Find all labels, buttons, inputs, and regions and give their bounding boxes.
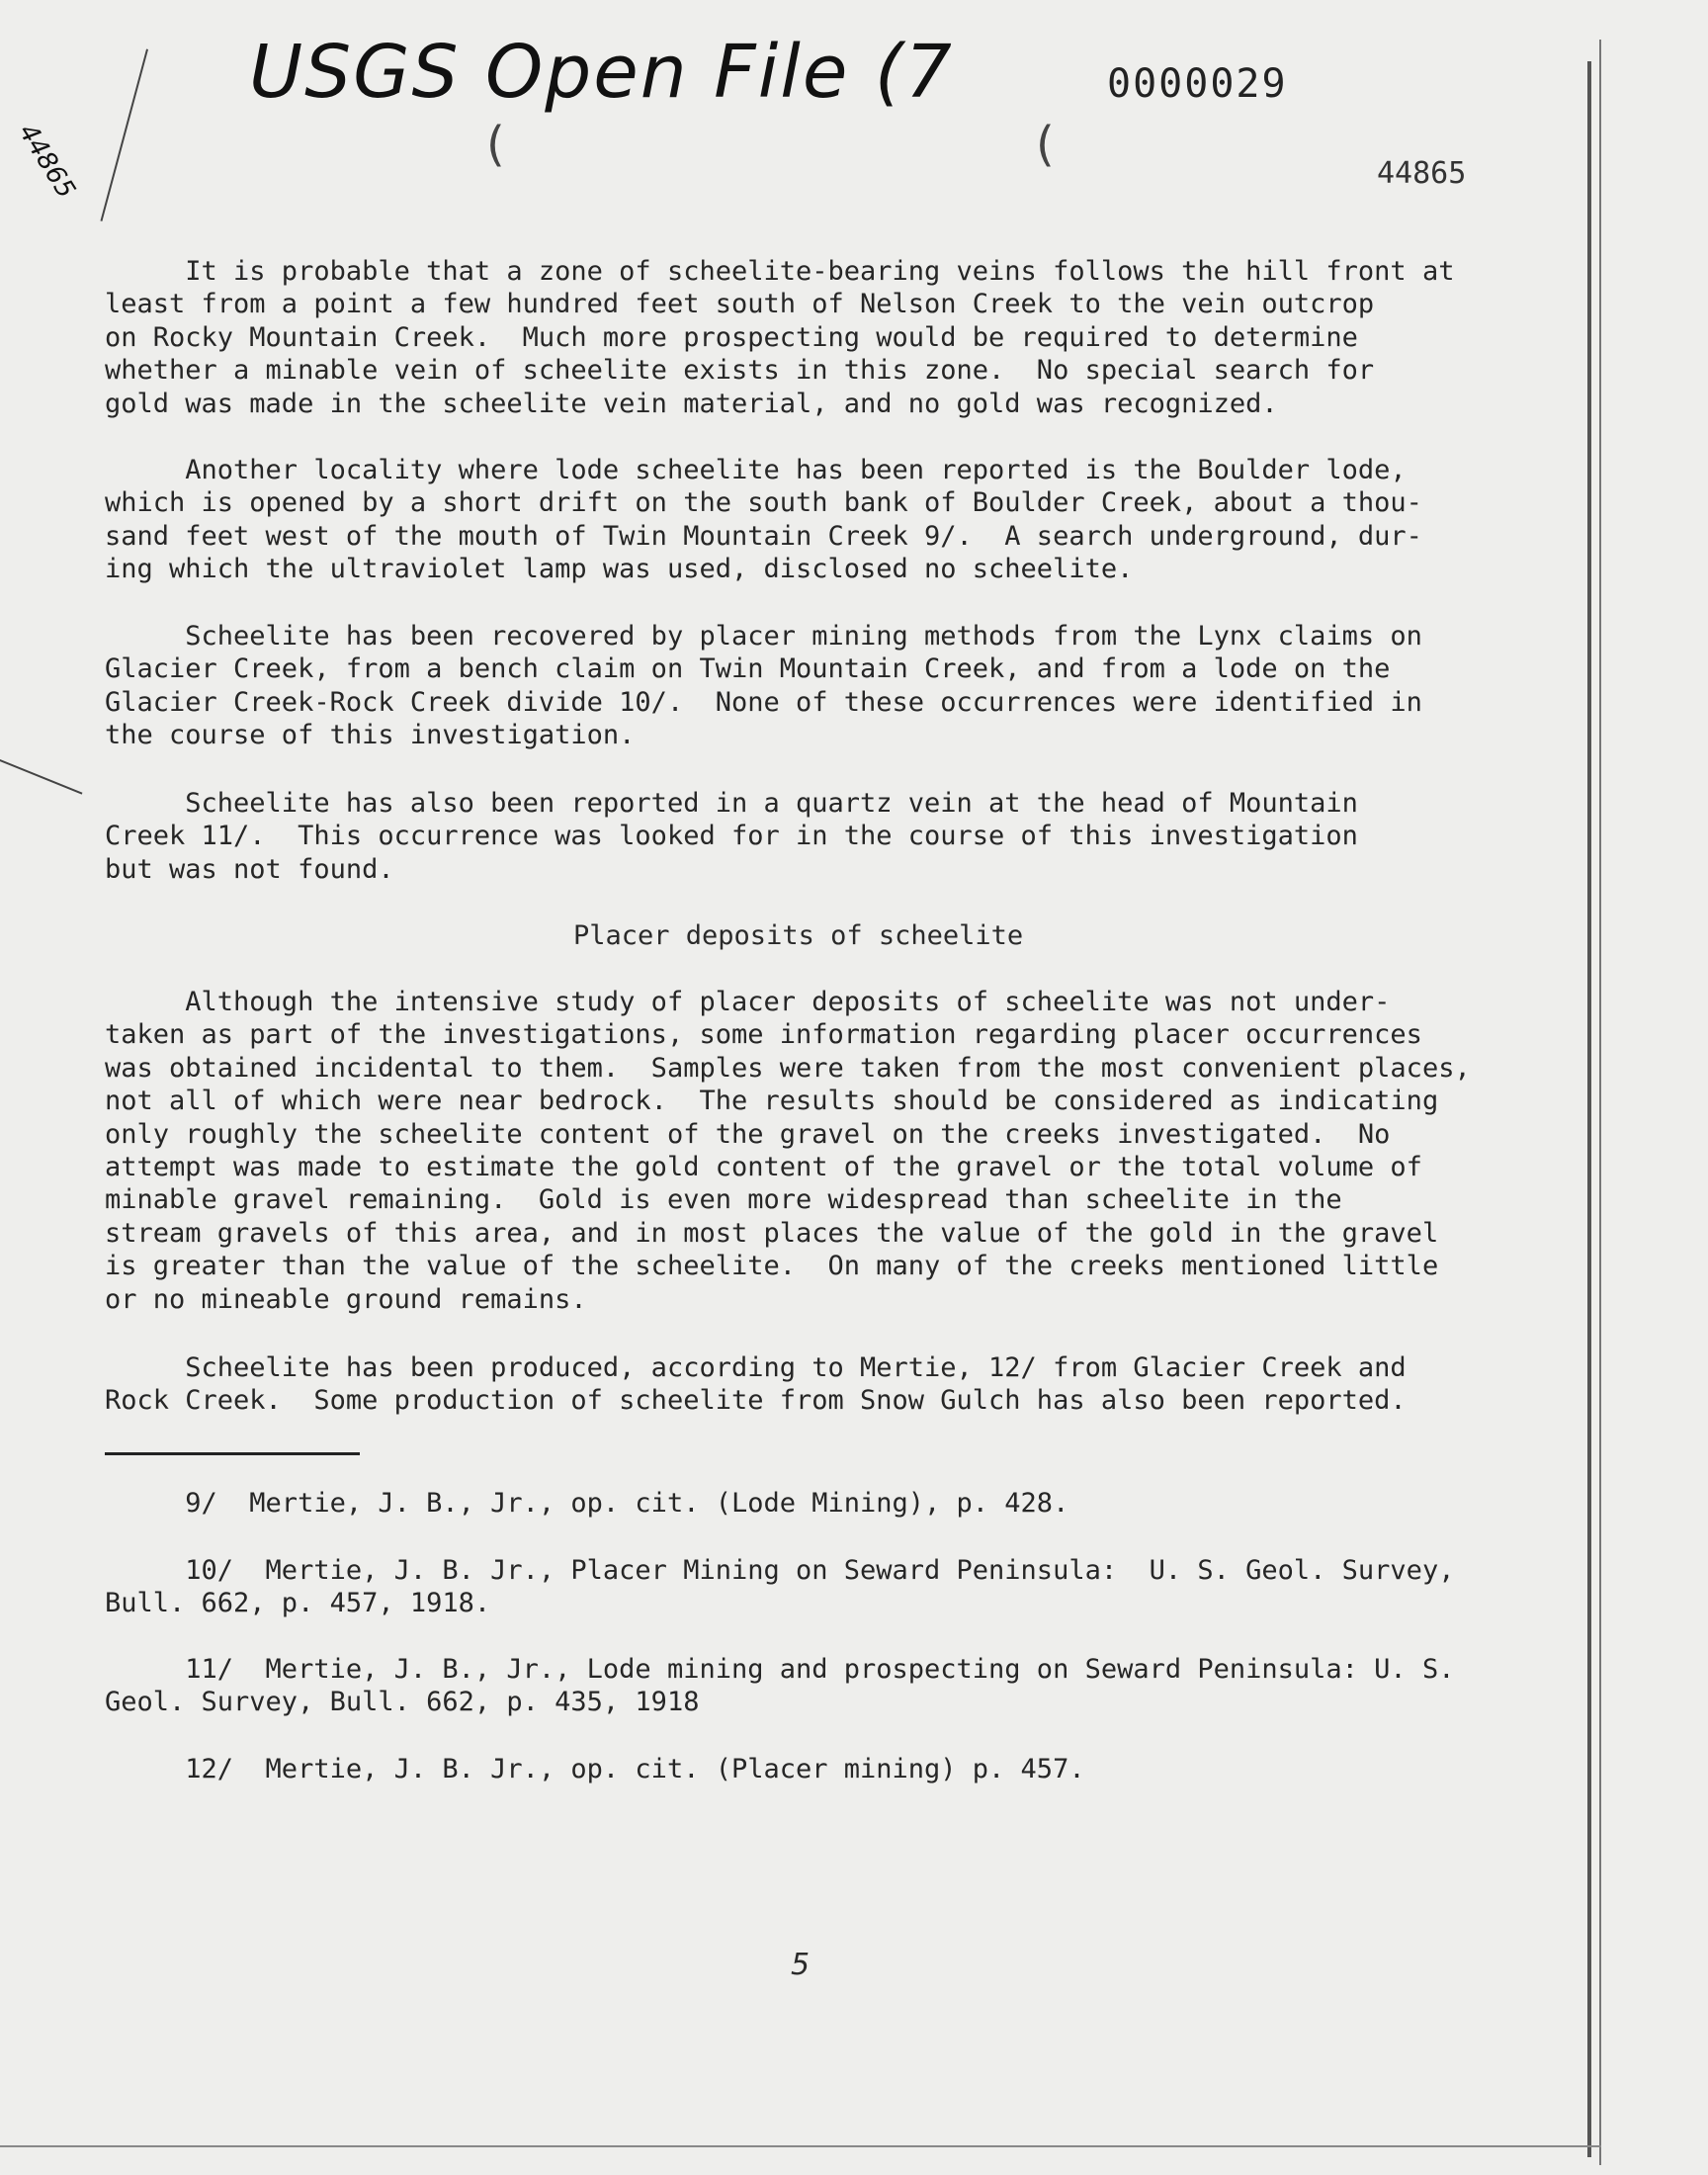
footnote-10: 10/ Mertie, J. B. Jr., Placer Mining on Seward Peninsula: U. S. Geol. Survey, Bull. 662, p. 457, 1918. bbox=[105, 1555, 1455, 1619]
handwritten-title: USGS Open File (7 bbox=[249, 30, 954, 115]
bracket-mark-left: ( bbox=[486, 117, 505, 172]
page-border-bottom bbox=[0, 2145, 1601, 2147]
footnote-12: 12/ Mertie, J. B. Jr., op. cit. (Placer mining) p. 457. bbox=[105, 1754, 1085, 1784]
bracket-mark-right: ( bbox=[1036, 117, 1055, 172]
paragraph-4: Scheelite has also been reported in a quartz vein at the head of Mountain Creek 11/. This occurrence was looked for in the course of this investigation but was not found. bbox=[105, 788, 1358, 885]
footnote-9: 9/ Mertie, J. B., Jr., op. cit. (Lode Mining), p. 428. bbox=[105, 1488, 1069, 1519]
section-heading: Placer deposits of scheelite bbox=[573, 920, 1024, 951]
page-number: 5 bbox=[791, 1948, 811, 1982]
paragraph-2: Another locality where lode scheelite has been reported is the Boulder lode, which is opened by a short drift on the south bank of Boulder Creek, about a thou- sand feet west of the mouth of Twin Mountain Creek 9/. A search underground, dur- ing which the ultraviolet lamp was used, disclosed no scheelite. bbox=[105, 455, 1422, 585]
page-border-right bbox=[1587, 61, 1591, 2157]
paragraph-1: It is probable that a zone of scheelite-bearing veins follows the hill front at least from a point a few hundred feet south of Nelson Creek to the vein outcrop on Rocky Mountain Creek. Much more prospecting would be required to determine whether a minable vein of scheelite exists in this zone. No special search for gold was made in the scheelite vein material, and no gold was recognized. bbox=[105, 256, 1455, 419]
fold-mark-line bbox=[100, 48, 148, 220]
paragraph-3: Scheelite has been recovered by placer mining methods from the Lynx claims on Glacier Creek, from a bench claim on Twin Mountain Creek, and from a lode on the Glacier Creek-Rock Creek divide 10/. None of these occurrences were identified in the course of this investigation. bbox=[105, 621, 1422, 751]
footnote-separator bbox=[105, 1452, 360, 1455]
reference-number: 44865 bbox=[1377, 156, 1467, 191]
document-id: 0000029 bbox=[1107, 61, 1288, 107]
footnote-11: 11/ Mertie, J. B., Jr., Lode mining and prospecting on Seward Peninsula: U. S. Geol. Survey, Bull. 662, p. 435, 1918 bbox=[105, 1654, 1455, 1718]
corner-note: 44865 bbox=[12, 119, 81, 205]
paragraph-5: Although the intensive study of placer deposits of scheelite was not under- taken as part of the investigations, some information regarding placer occurrences was obtained incidental to them. Samples were taken from the most convenient places, not all of which were near bedrock. The results should be considered as indicating only roughly the scheelite content of the gravel on the creeks investigated. No attempt was made to estimate the gold content of the gravel or the total volume of minable gravel remaining. Gold is even more widespread than scheelite in the stream gravels of this area, and in most places the value of the gold in the gravel is greater than the value of the scheelite. On many of the creeks mentioned little or no mineable ground remains. bbox=[105, 987, 1471, 1315]
fold-mark-line-lower bbox=[0, 759, 82, 795]
paragraph-6: Scheelite has been produced, according to Mertie, 12/ from Glacier Creek and Rock Creek. Some production of scheelite from Snow Gulch has also been reported. bbox=[105, 1352, 1407, 1417]
page-border-right-outer bbox=[1599, 40, 1601, 2165]
